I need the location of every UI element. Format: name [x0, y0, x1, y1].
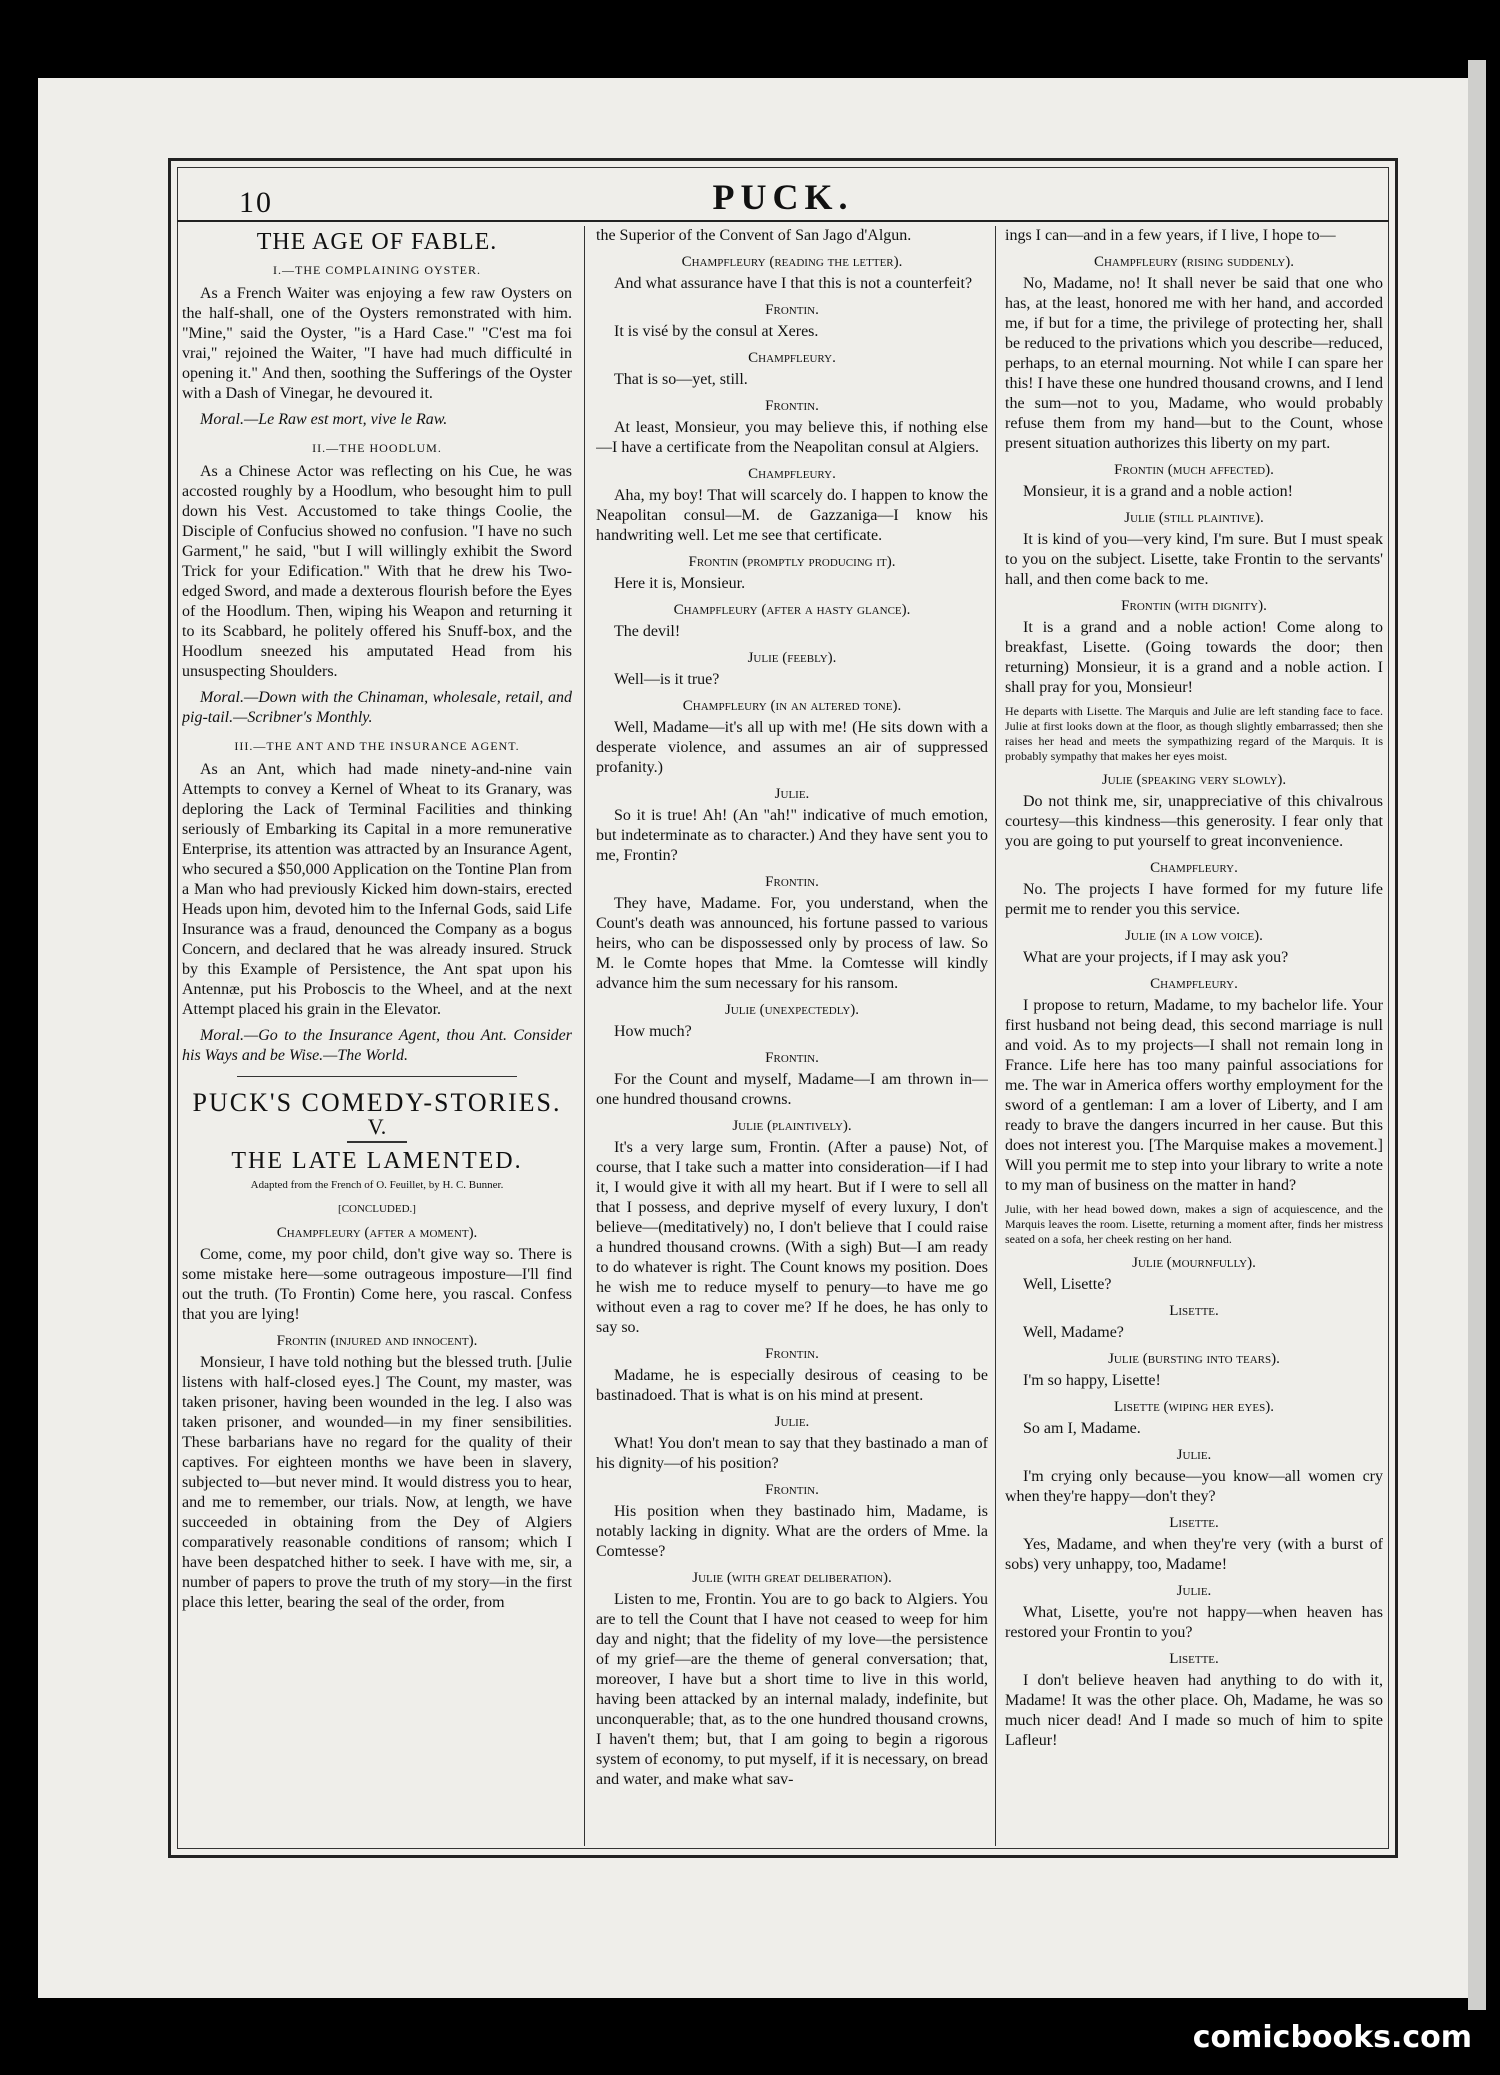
speaker-name: Lisette.: [1169, 1303, 1219, 1319]
speaker-name: Frontin.: [765, 398, 819, 414]
dialogue-line: Well, Madame—it's all up with me! (He sits down with a desperate violence, and assumes an air of suppressed profanity.): [596, 719, 988, 776]
speaker-name: Frontin (injured and innocent).: [276, 1333, 478, 1349]
dialogue-line: Do not think me, sir, unappreciative of this chivalrous courtesy—this kindness—this generosity. I fear only that you are going to put yourself to great inconvenience.: [1005, 793, 1383, 850]
dialogue-line: What! You don't mean to say that they bastinado a man of his dignity—of his position?: [596, 1435, 988, 1472]
dialogue-line: Monsieur, I have told nothing but the blessed truth. [Julie listens with half-closed eyes.] The Count, my master, was taken prisoner, having been wounded in the leg. I also was taken prisoner, and wounded—in my finer sensibilities. These barbarians have no regard for the quality of their captives. For eighteen months we have been in slavery, subjected to—but never mind. It would distress you to hear, and me to remember, our trials. Now, at length, we have succeeded in obtaining from the Dey of Algiers comparatively reasonable conditions of ransom; which I have been despatched hither to seek. I have with me, sir, a number of papers to prove the truth of my story—in the first place this letter, bearing the seal of the order, from: [182, 1354, 572, 1611]
dialogue-line: I propose to return, Madame, to my bachelor life. Your first husband not being dead, this second marriage is null and void. As to my projects—I shall not remain long in France. Life here has too many painful associations for me. The war in America offers worthy employment for the sword of a gentleman: I am a lover of Liberty, and I am ready to brave the dangers incurred in her cause. But this does not interest you. [The Marquise makes a movement.] Will you permit me to step into your library to write a note to my man of business on the matter in hand?: [1005, 997, 1383, 1194]
column-3: [1005, 226, 1383, 1846]
column-rule: [584, 226, 585, 1846]
fable-body: As a French Waiter was enjoying a few raw Oysters on the half-shall, one of the Oysters remonstrated with him. "Mine," said the Oyster, "is a Hard Case." "C'est ma foi vrai," rejoined the Waiter, "I have had much difficulté in opening it." And then, soothing the Sufferings of the Oyster with a Dash of Vinegar, he devoured it.: [182, 285, 572, 402]
dialogue-line: So it is true! Ah! (An "ah!" indicative of much emotion, but indeterminate as to character.) And they have sent you to me, Frontin?: [596, 807, 988, 864]
column-rule: [995, 226, 996, 1846]
dialogue-line: Aha, my boy! That will scarcely do. I happen to know the Neapolitan consul—M. de Gazzaniga—I know his handwriting well. Let me see that certificate.: [596, 487, 988, 544]
dialogue-line: It is a grand and a noble action! Come along to breakfast, Lisette. (Going towards the door; then returning) Monsieur, it is a grand and a noble action. I shall pray for you, Monsieur!: [1005, 619, 1383, 696]
masthead: PUCK.: [712, 177, 854, 217]
fable-moral: Moral.—Go to the Insurance Agent, thou Ant. Consider his Ways and be Wise.—The World.: [182, 1027, 572, 1064]
dialogue-line: Monsieur, it is a grand and a noble action!: [1023, 483, 1293, 500]
speaker-name: Lisette (wiping her eyes).: [1113, 1399, 1275, 1415]
dialogue-line: Yes, Madame, and when they're very (with a burst of sobs) very unhappy, too, Madame!: [1005, 1536, 1383, 1573]
dialogue-line: I'm crying only because—you know—all women cry when they're happy—don't they?: [1005, 1468, 1383, 1505]
dialogue-line: That is so—yet, still.: [614, 371, 748, 388]
speaker-name: Lisette.: [1169, 1515, 1219, 1531]
fable-section-title: III.—THE ANT AND THE INSURANCE AGENT.: [234, 739, 520, 753]
fable-moral: Moral.—Le Raw est mort, vive le Raw.: [200, 411, 448, 428]
continued-text: ings I can—and in a few years, if I live, I hope to—: [1005, 227, 1336, 244]
dialogue-line: At least, Monsieur, you may believe this, if nothing else—I have a certificate from the Neapolitan consul at Algiers.: [596, 419, 988, 456]
speaker-name: Julie.: [774, 786, 810, 802]
speaker-name: Julie.: [1176, 1583, 1212, 1599]
speaker-name: Champfleury (after a moment).: [276, 1225, 478, 1241]
dialogue-line: The devil!: [614, 623, 681, 640]
speaker-name: Champfleury (in an altered tone).: [682, 698, 902, 714]
dialogue-line: I'm so happy, Lisette!: [1023, 1372, 1161, 1389]
stage-direction: He departs with Lisette. The Marquis and Julie are left standing face to face. Julie at first looks down at the floor, as though slightly embarrassed; then she raises her head and meets the sympathizing regard of the Marquis. It is probably sympathy that makes her eyes moist.: [1005, 704, 1383, 763]
dialogue-block: [1005, 252, 1383, 1751]
site-watermark: comicbooks.com: [1192, 2020, 1472, 2055]
speaker-name: Julie (in a low voice).: [1125, 928, 1263, 944]
speaker-name: Julie.: [774, 1414, 810, 1430]
speaker-name: Champfleury (after a hasty glance).: [673, 602, 911, 618]
title-rule: [347, 1141, 407, 1143]
dialogue-line: No. The projects I have formed for my future life permit me to render you this service.: [1005, 881, 1383, 918]
column-1: [182, 226, 572, 1846]
story-credit: Adapted from the French of O. Feuillet, by H. C. Bunner.: [250, 1179, 504, 1191]
speaker-name: Julie (bursting into tears).: [1108, 1351, 1280, 1367]
dialogue-block: [182, 1223, 572, 1613]
speaker-name: Julie (speaking very slowly).: [1101, 772, 1287, 788]
dialogue-line: I don't believe heaven had anything to do with it, Madame! It was the other place. Oh, Madame, he was so much nicer dead! And I made so much of him to spite Lafleur!: [1005, 1672, 1383, 1749]
column-2: [596, 226, 988, 1846]
dialogue-line: It is visé by the consul at Xeres.: [614, 323, 819, 340]
story-title: THE LATE LAMENTED.: [231, 1148, 523, 1174]
speaker-name: Frontin (promptly producing it).: [688, 554, 896, 570]
dialogue-line: Listen to me, Frontin. You are to go back to Algiers. You are to tell the Count that I have not ceased to weep for him day and night; that the fidelity of my love—the persistence of my grief—are the theme of general conversation; that, moreover, I have but a short time to live in this world, having been attacked by an internal malady, indefinite, but unconquerable; that, as to the one hundred thousand crowns, I haven't them; but, that I am going to begin a rigorous system of economy, to put myself, if it is necessary, on bread and water, and make what sav-: [596, 1591, 988, 1788]
dialogue-line: Here it is, Monsieur.: [614, 575, 746, 592]
fable-body: As an Ant, which had made ninety-and-nine vain Attempts to convey a Kernel of Wheat to its Granary, was deploring the Lack of Terminal Facilities and thinking seriously of Embarking its Capital in a more remunerative Enterprise, its attention was attracted by an Insurance Agent, who secured a $50,000 Application on the Tontine Plan from a Man who had previously Kicked him down-stairs, erected Heads upon him, devoted him to the Infernal Gods, said Life Insurance was a fraud, denounced the Company as a bogus Concern, and declared that he was already insured. Struck by this Example of Persistence, the Ant spat upon his Antennæ, put his Proboscis to the Wheel, and at the next Attempt placed his grain in the Elevator.: [182, 761, 572, 1018]
dialogue-line: How much?: [614, 1023, 692, 1040]
section-divider: [237, 1076, 517, 1077]
dialogue-line: For the Count and myself, Madame—I am thrown in—one hundred thousand crowns.: [596, 1071, 988, 1108]
concluded-note: [CONCLUDED.]: [338, 1203, 416, 1215]
dialogue-line: What, Lisette, you're not happy—when heaven has restored your Frontin to you?: [1005, 1604, 1383, 1641]
dialogue-line: And what assurance have I that this is not a counterfeit?: [614, 275, 973, 292]
dialogue-line: Come, come, my poor child, don't give way so. There is some mistake here—some outrageous imposture—I'll find out the truth. (To Frontin) Come here, you rascal. Confess that you are lying!: [182, 1246, 572, 1323]
fable-moral: Moral.—Down with the Chinaman, wholesale, retail, and pig-tail.—Scribner's Monthly.: [182, 689, 572, 726]
speaker-name: Julie (unexpectedly).: [724, 1002, 860, 1018]
fable-title: THE AGE OF FABLE.: [256, 229, 498, 255]
speaker-name: Frontin.: [765, 1050, 819, 1066]
speaker-name: Frontin.: [765, 1482, 819, 1498]
speaker-name: Julie (feebly).: [747, 650, 837, 666]
speaker-name: Julie (still plaintive).: [1124, 510, 1264, 526]
fable-section-title: II.—THE HOODLUM.: [312, 441, 442, 455]
page-edge: [1468, 60, 1486, 2010]
speaker-name: Champfleury.: [1150, 976, 1238, 992]
dialogue-line: No, Madame, no! It shall never be said that one who has, at the least, honored me with her hand, and accorded me, if but for a time, the privilege of protecting her, shall be reduced to the privations which you describe—reduced, perhaps, to an eternal mourning. Not while I can spare her this! I have these one hundred thousand crowns, and I lend the sum—not to you, Madame, who would probably refuse them from my hand—but to the Count, whose present situation authorizes this liberty on my part.: [1005, 275, 1383, 452]
fable-body: As a Chinese Actor was reflecting on his Cue, he was accosted roughly by a Hoodlum, who besought him to pull down his Vest. Accustomed to take things Coolie, the Disciple of Confucius showed no confusion. "I have no such Garment," he said, "but I will willingly exhibit the Sword Trick for your Edification." With that he drew his Two-edged Sword, and made a dexterous flourish before the Eyes of the Hoodlum. Then, wiping his Weapon and returning it to its Scabbard, he politely offered his Snuff-box, and the Hoodlum sneezed his amputated Head from his unsuspecting Shoulders.: [182, 463, 572, 680]
fable-section-title: I.—THE COMPLAINING OYSTER.: [273, 263, 481, 277]
story-series-title: PUCK'S COMEDY-STORIES.: [192, 1088, 562, 1117]
page-header: [177, 168, 1389, 222]
story-number: V.: [367, 1114, 387, 1139]
speaker-name: Julie (with great deliberation).: [692, 1570, 892, 1586]
speaker-name: Julie (plaintively).: [732, 1118, 852, 1134]
speaker-name: Julie.: [1176, 1447, 1212, 1463]
dialogue-line: It is kind of you—very kind, I'm sure. But I must speak to you on the subject. Lisette, take Frontin to the servants' hall, and then come back to me.: [1005, 531, 1383, 588]
speaker-name: Frontin (with dignity).: [1121, 598, 1267, 614]
page-number: 10: [239, 186, 273, 219]
speaker-name: Champfleury.: [1150, 860, 1238, 876]
speaker-name: Frontin (much affected).: [1114, 462, 1274, 478]
speaker-name: Frontin.: [765, 874, 819, 890]
dialogue-line: They have, Madame. For, you understand, when the Count's death was announced, his fortune passed to various heirs, who can be dispossessed only by process of law. So M. le Comte hopes that Mme. la Comtesse will kindly advance him the sum necessary for his ransom.: [596, 895, 988, 992]
speaker-name: Lisette.: [1169, 1651, 1219, 1667]
dialogue-line: What are your projects, if I may ask you?: [1023, 949, 1289, 966]
dialogue-line: So am I, Madame.: [1023, 1420, 1141, 1437]
speaker-name: Frontin.: [765, 302, 819, 318]
dialogue-line: Madame, he is especially desirous of ceasing to be bastinadoed. That is what is on his mind at present.: [596, 1367, 988, 1404]
speaker-name: Champfleury (rising suddenly).: [1093, 254, 1295, 270]
dialogue-line: It's a very large sum, Frontin. (After a pause) Not, of course, that I take such a matter into consideration—if I had it, I would give it with all my heart. But if I were to sell all that I possess, and deprive myself of every luxury, I don't believe—(meditatively) no, I don't believe that I could raise a hundred thousand crowns. (With a sigh) But—I am ready to do whatever is right. The Count knows my position. Does he wish me to reduce myself to penury—to have me go without even a rag to cover me? If he does, he has only to say so.: [596, 1139, 988, 1336]
speaker-name: Champfleury.: [748, 466, 836, 482]
speaker-name: Julie (mournfully).: [1132, 1255, 1256, 1271]
dialogue-line: His position when they bastinado him, Madame, is notably lacking in dignity. What are the orders of Mme. la Comtesse?: [596, 1503, 988, 1560]
stage-direction: Julie, with her head bowed down, makes a sign of acquiescence, and the Marquis leaves the room. Lisette, returning a moment after, finds her mistress seated on a sofa, her cheek resting on her hand.: [1005, 1202, 1383, 1246]
speaker-name: Frontin.: [765, 1346, 819, 1362]
dialogue-line: Well, Lisette?: [1023, 1276, 1112, 1293]
speaker-name: Champfleury (reading the letter).: [681, 254, 903, 270]
dialogue-block: [596, 252, 988, 1790]
continued-text: the Superior of the Convent of San Jago d'Algun.: [596, 227, 912, 244]
speaker-name: Champfleury.: [748, 350, 836, 366]
dialogue-line: Well, Madame?: [1023, 1324, 1124, 1341]
dialogue-line: Well—is it true?: [614, 671, 720, 688]
